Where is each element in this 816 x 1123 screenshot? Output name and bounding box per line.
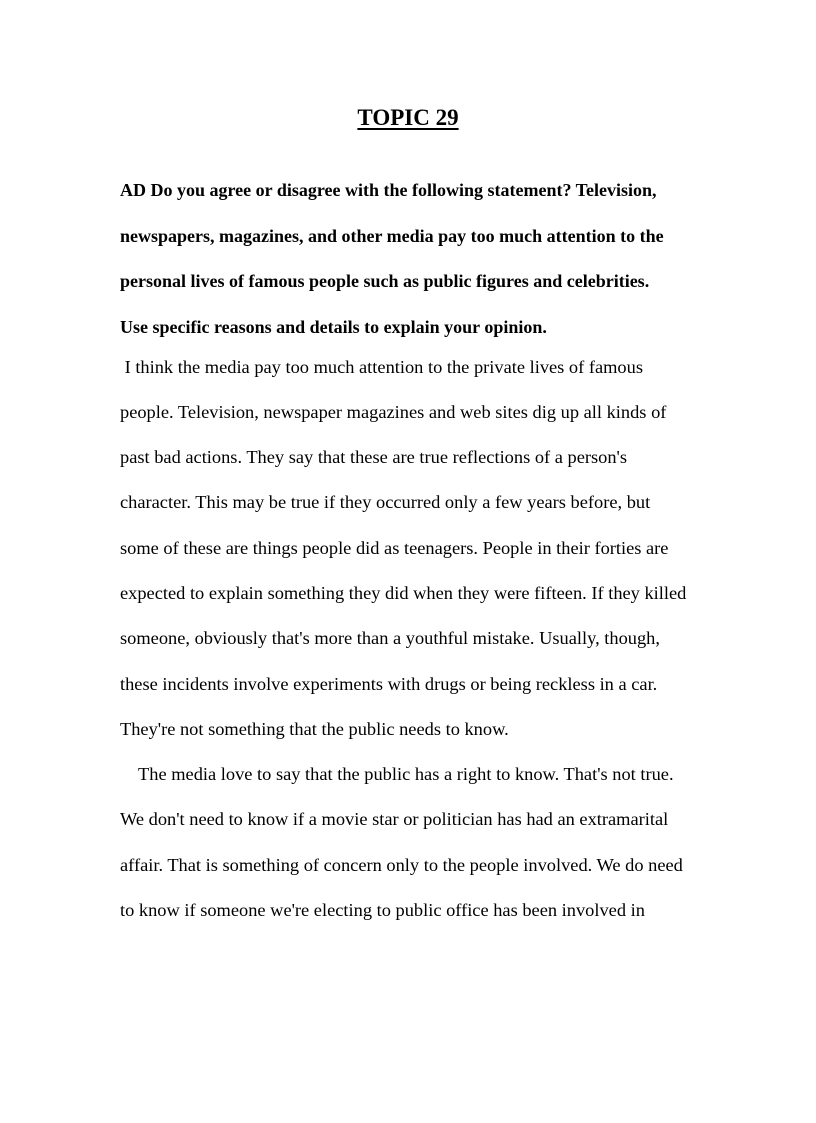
page-title: TOPIC 29 [357, 105, 459, 130]
paragraph-line: some of these are things people did as teenagers. People in their forties are [120, 537, 669, 558]
paragraph-line: They're not something that the public needs to know. [120, 718, 509, 739]
paragraph-line: We don't need to know if a movie star or politician has had an extramarital [120, 809, 669, 830]
paragraph-line: I think the media pay too much attention to the private lives of famous [120, 356, 643, 377]
document-body [120, 176, 740, 941]
paragraph-line: past bad actions. They say that these are true reflections of a person's [120, 447, 628, 468]
paragraph-line: these incidents involve experiments with drugs or being reckless in a car. [120, 673, 658, 694]
question-line: personal lives of famous people such as public figures and celebrities. [120, 271, 650, 291]
question-line: AD Do you agree or disagree with the following statement? Television, [120, 180, 657, 200]
paragraph-line: people. Television, newspaper magazines and web sites dig up all kinds of [120, 401, 667, 422]
question-line: Use specific reasons and details to explain your opinion. [120, 316, 547, 337]
paragraph-line: expected to explain something they did when they were fifteen. If they killed [120, 582, 687, 603]
paragraph-line: The media love to say that the public has a right to know. That's not true. [120, 764, 674, 785]
question-line: newspapers, magazines, and other media pay too much attention to the [120, 225, 664, 246]
paragraph-line: someone, obviously that's more than a youthful mistake. Usually, though, [120, 628, 660, 649]
paragraph-line: to know if someone we're electing to public office has been involved in [120, 900, 645, 921]
paragraph-line: affair. That is something of concern only to the people involved. We do need [120, 854, 683, 875]
paragraph-line: character. This may be true if they occurred only a few years before, but [120, 492, 651, 513]
